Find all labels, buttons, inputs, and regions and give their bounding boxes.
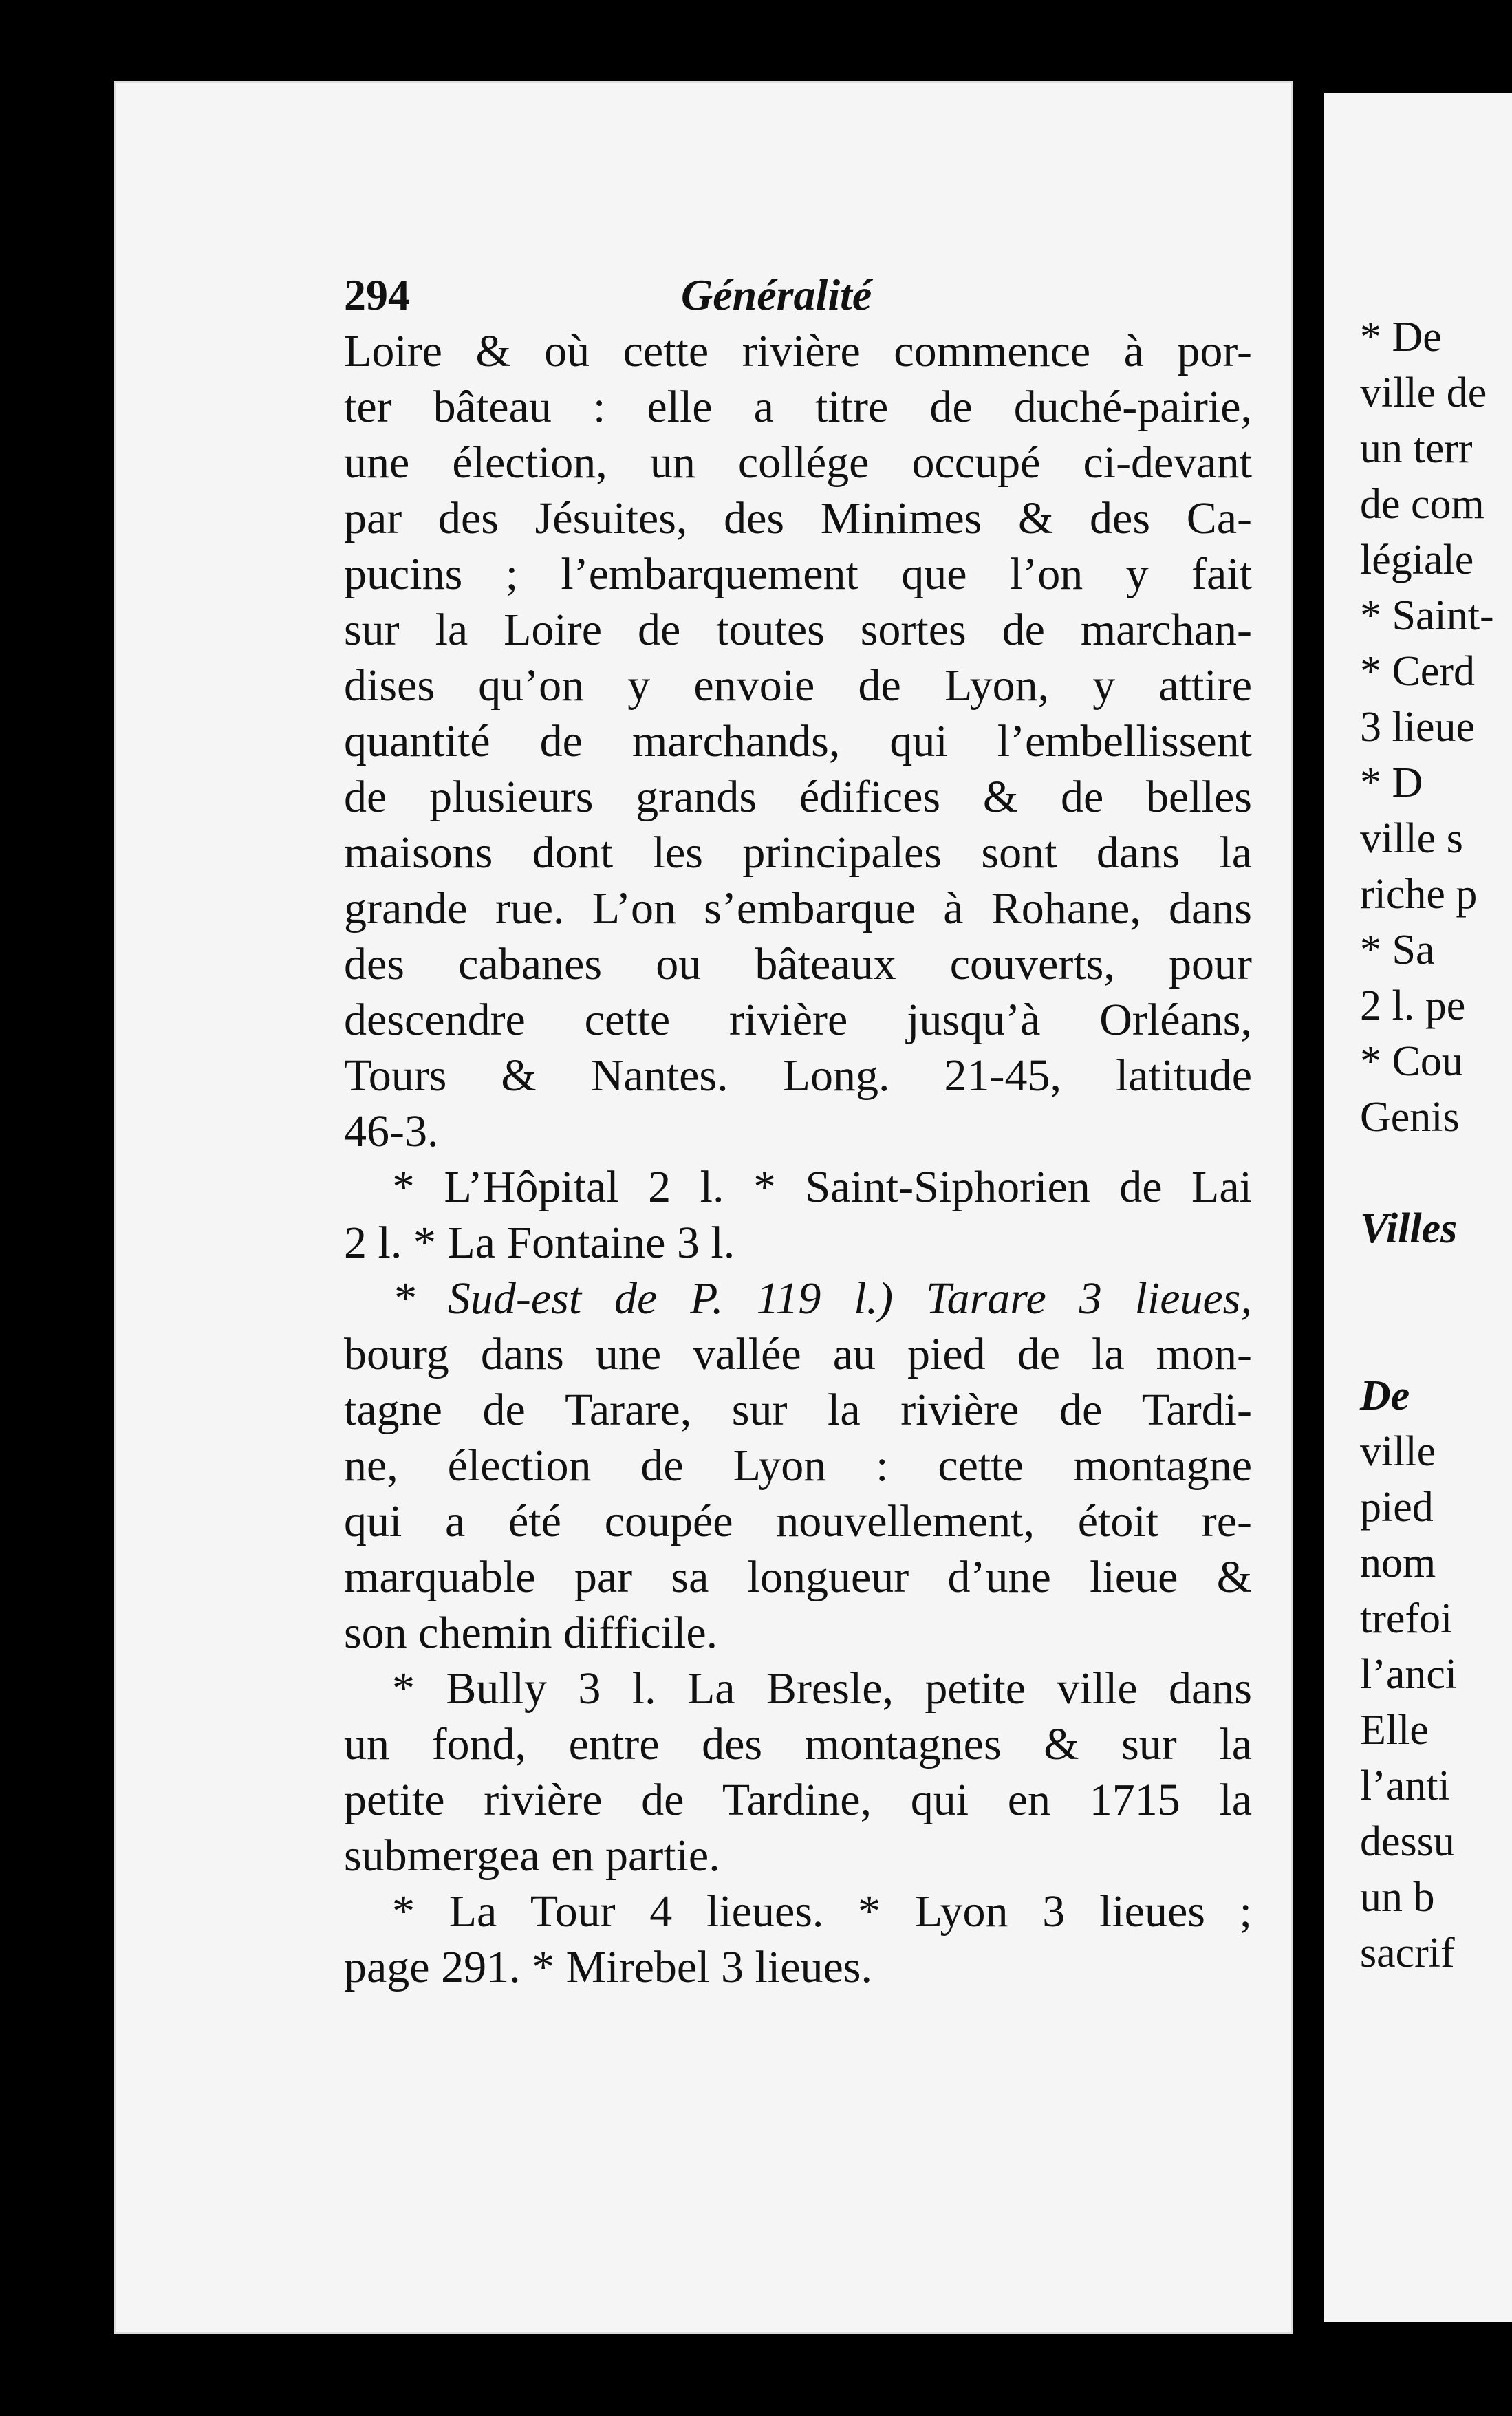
text-line: * La Tour 4 lieues. * Lyon 3 lieues ; [392, 1886, 1252, 1937]
text-line: pucins ; l’embarquement que l’on y fait [344, 549, 1252, 599]
text-line: ville de [1360, 369, 1487, 416]
text-line: submergea en partie. [344, 1831, 720, 1881]
text-line: l’anti [1360, 1762, 1450, 1809]
text-line: dessu [1360, 1818, 1455, 1865]
text-line: * Bully 3 l. La Bresle, petite ville dans [392, 1663, 1252, 1714]
text-line: 46-3. [344, 1106, 439, 1156]
text-line: * D [1360, 759, 1423, 806]
text-line: * Cou [1360, 1038, 1463, 1085]
text-line: Loire & où cette rivière commence à por- [344, 326, 1252, 376]
right-page [1324, 93, 1512, 2322]
text-line: par des Jésuites, des Minimes & des Ca- [344, 493, 1252, 543]
text-line: 2 l. * La Fontaine 3 l. [344, 1218, 735, 1268]
text-line: riche p [1360, 871, 1478, 918]
text-line: Elle [1360, 1707, 1429, 1754]
text-line: sacrif [1360, 1930, 1455, 1976]
text-line: des cabanes ou bâteaux couverts, pour [344, 939, 1252, 989]
text-line: bourg dans une vallée au pied de la mon- [344, 1329, 1252, 1379]
text-line [1360, 1313, 1512, 1368]
text-line: * De [1360, 314, 1442, 360]
right-page-text [1360, 310, 1512, 1981]
text-line: ter bâteau : elle a titre de duché-pairie, [344, 382, 1252, 432]
text-line: dises qu’on y envoie de Lyon, y attire [344, 660, 1252, 711]
text-line: de com [1360, 481, 1484, 528]
text-line: grande rue. L’on s’embarque à Rohane, dans [344, 883, 1252, 934]
text-line: son chemin difficile. [344, 1608, 718, 1658]
text-line: trefoi [1360, 1595, 1453, 1642]
text-line: sur la Loire de toutes sortes de marchan- [344, 605, 1252, 655]
running-head: Généralité [681, 270, 872, 319]
text-line: de plusieurs grands édifices & de belles [344, 772, 1252, 822]
text-line: marquable par sa longueur d’une lieue & [344, 1552, 1252, 1602]
text-line: un fond, entre des montagnes & sur la [344, 1719, 1252, 1769]
text-line: 3 lieue [1360, 704, 1475, 751]
text-line: * Saint- [1360, 592, 1494, 639]
text-line: * L’Hôpital 2 l. * Saint-Siphorien de Lai [392, 1162, 1252, 1212]
text-line: nom [1360, 1540, 1436, 1586]
text-line: 2 l. pe [1360, 982, 1466, 1029]
text-line: page 291. * Mirebel 3 lieues. [344, 1942, 872, 1992]
body-text [344, 323, 1252, 1995]
page-header [234, 270, 1245, 332]
text-line [1360, 1145, 1512, 1201]
text-line: petite rivière de Tardine, qui en 1715 la [344, 1775, 1252, 1825]
text-line [1360, 1257, 1512, 1313]
text-line: descendre cette rivière jusqu’à Orléans, [344, 995, 1252, 1045]
text-line: l’anci [1360, 1651, 1458, 1698]
page-number: 294 [344, 270, 410, 319]
text-line: ville [1360, 1428, 1436, 1475]
text-line: * Sud-est de P. 119 l.) Tarare 3 lieues, [392, 1273, 1252, 1324]
text-line: De [1360, 1372, 1410, 1419]
text-line: * Cerd [1360, 648, 1476, 695]
text-line: maisons dont les principales sont dans la [344, 828, 1252, 878]
text-line: * Sa [1360, 927, 1435, 973]
text-line: pied [1360, 1484, 1434, 1531]
text-line: qui a été coupée nouvellement, étoit re- [344, 1496, 1252, 1546]
text-line: ne, élection de Lyon : cette montagne [344, 1441, 1252, 1491]
text-line: ville s [1360, 815, 1463, 862]
text-line: un terr [1360, 425, 1473, 472]
text-line: une élection, un collége occupé ci-devant [344, 438, 1252, 488]
text-line: légiale [1360, 537, 1474, 583]
text-line: un b [1360, 1874, 1435, 1921]
text-line: quantité de marchands, qui l’embellissent [344, 716, 1252, 766]
text-line: Villes [1360, 1205, 1458, 1252]
text-line: Tours & Nantes. Long. 21-45, latitude [344, 1050, 1252, 1101]
text-line: Genis [1360, 1094, 1460, 1141]
text-line: tagne de Tarare, sur la rivière de Tardi- [344, 1385, 1252, 1435]
